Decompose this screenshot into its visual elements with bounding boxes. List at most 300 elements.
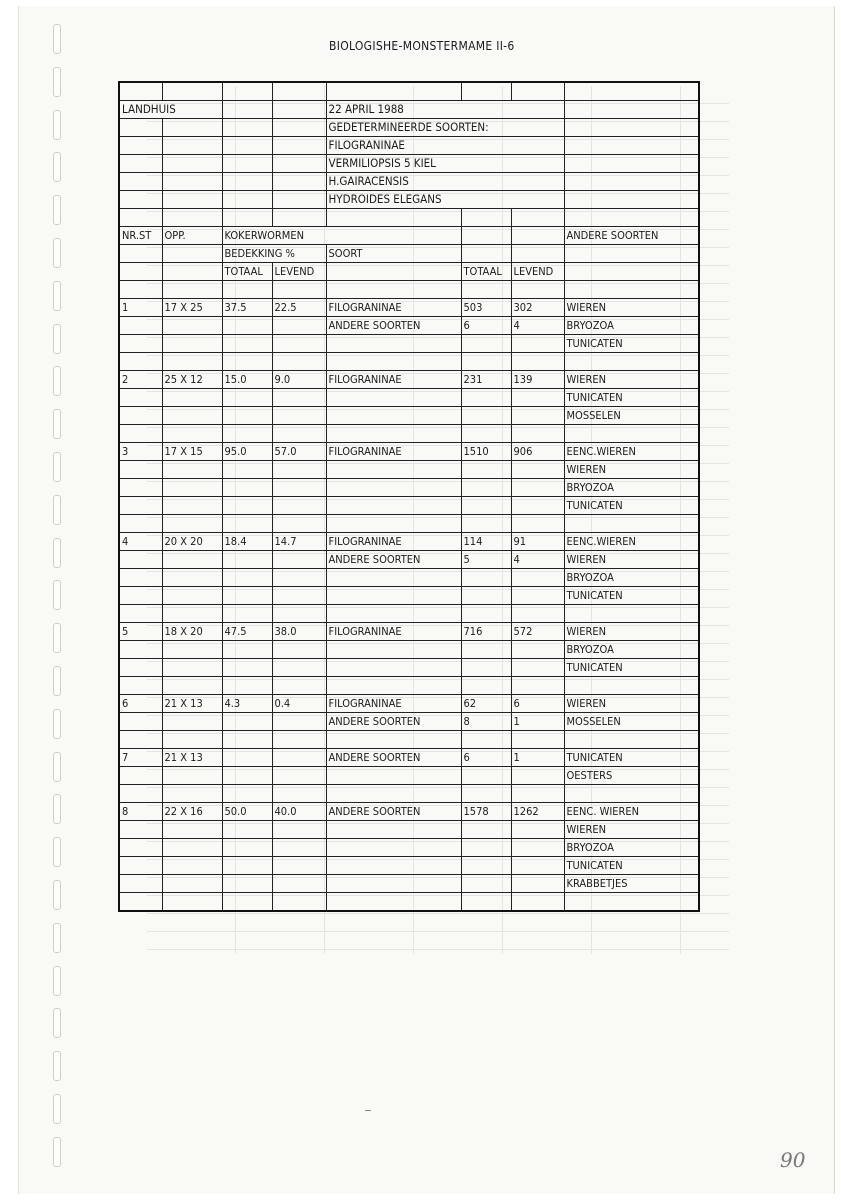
- binding-holes: [33, 24, 63, 1184]
- empty-cell: [564, 425, 699, 443]
- empty-cell: [272, 551, 326, 569]
- empty-cell: [162, 425, 222, 443]
- coverage-total: 15.0: [222, 371, 272, 389]
- binding-hole: [53, 24, 61, 54]
- empty-cell: [511, 659, 564, 677]
- binding-hole: [53, 238, 61, 268]
- empty-cell: [272, 785, 326, 803]
- other-species: BRYOZOA: [564, 569, 699, 587]
- empty-cell: [162, 191, 222, 209]
- empty-cell: [511, 407, 564, 425]
- species-name: ANDERE SOORTEN: [326, 803, 461, 821]
- coverage-total: 47.5: [222, 623, 272, 641]
- binding-hole: [53, 495, 61, 525]
- empty-cell: [511, 389, 564, 407]
- species-name: ANDERE SOORTEN: [326, 749, 461, 767]
- other-species: WIEREN: [564, 299, 699, 317]
- empty-cell: [162, 893, 222, 912]
- species-alive: 572: [511, 623, 564, 641]
- station-area: 17 X 15: [162, 443, 222, 461]
- coverage-total: 37.5: [222, 299, 272, 317]
- empty-cell: [222, 731, 272, 749]
- binding-hole: [53, 366, 61, 396]
- empty-cell: [272, 839, 326, 857]
- station-area: 17 X 25: [162, 299, 222, 317]
- empty-cell: [162, 497, 222, 515]
- empty-cell: [326, 605, 461, 623]
- empty-cell: [162, 407, 222, 425]
- empty-cell: [119, 191, 162, 209]
- empty-row: [119, 677, 699, 695]
- empty-cell: [564, 191, 699, 209]
- empty-cell: [461, 389, 511, 407]
- empty-cell: [461, 335, 511, 353]
- empty-cell: [119, 353, 162, 371]
- header-other-species: ANDERE SOORTEN: [564, 227, 699, 245]
- empty-cell: [272, 713, 326, 731]
- empty-cell: [272, 155, 326, 173]
- station-row: [119, 749, 699, 767]
- empty-cell: [511, 227, 564, 245]
- binding-hole: [53, 538, 61, 568]
- binding-hole: [53, 281, 61, 311]
- binding-hole: [53, 324, 61, 354]
- empty-cell: [162, 839, 222, 857]
- empty-cell: [119, 335, 162, 353]
- empty-cell: [326, 479, 461, 497]
- station-row: [119, 461, 699, 479]
- empty-cell: [162, 335, 222, 353]
- binding-hole: [53, 1094, 61, 1124]
- empty-cell: [461, 785, 511, 803]
- empty-cell: [162, 82, 222, 101]
- empty-cell: [119, 893, 162, 912]
- empty-cell: [222, 569, 272, 587]
- empty-cell: [511, 857, 564, 875]
- empty-cell: [162, 479, 222, 497]
- empty-cell: [461, 893, 511, 912]
- empty-cell: [272, 119, 326, 137]
- binding-hole: [53, 580, 61, 610]
- empty-cell: [461, 659, 511, 677]
- binding-hole: [53, 923, 61, 953]
- page-number: 90: [780, 1148, 806, 1172]
- empty-cell: [326, 407, 461, 425]
- binding-hole: [53, 1137, 61, 1167]
- empty-cell: [461, 821, 511, 839]
- other-species: TUNICATEN: [564, 857, 699, 875]
- empty-cell: [461, 281, 511, 299]
- empty-cell: [119, 677, 162, 695]
- empty-cell: [119, 515, 162, 533]
- empty-cell: [461, 82, 511, 101]
- species-alive: 1262: [511, 803, 564, 821]
- empty-row: [119, 209, 699, 227]
- empty-cell: [119, 659, 162, 677]
- empty-cell: [222, 425, 272, 443]
- empty-cell: [119, 785, 162, 803]
- empty-cell: [272, 281, 326, 299]
- binding-hole: [53, 195, 61, 225]
- empty-cell: [461, 353, 511, 371]
- empty-cell: [272, 425, 326, 443]
- station-area: 21 X 13: [162, 695, 222, 713]
- empty-cell: [272, 461, 326, 479]
- species-total: 62: [461, 695, 511, 713]
- empty-cell: [162, 659, 222, 677]
- empty-row: [119, 731, 699, 749]
- empty-cell: [511, 209, 564, 227]
- header-tubeworms: KOKERWORMEN: [222, 227, 461, 245]
- empty-cell: [119, 569, 162, 587]
- station-row: [119, 443, 699, 461]
- coverage-alive: 22.5: [272, 299, 326, 317]
- other-species: TUNICATEN: [564, 389, 699, 407]
- empty-cell: [119, 461, 162, 479]
- empty-cell: [119, 605, 162, 623]
- coverage-alive: 57.0: [272, 443, 326, 461]
- empty-cell: [326, 641, 461, 659]
- empty-cell: [162, 587, 222, 605]
- other-species: WIEREN: [564, 821, 699, 839]
- empty-cell: [272, 605, 326, 623]
- empty-cell: [162, 263, 222, 281]
- empty-cell: [326, 569, 461, 587]
- binding-hole: [53, 880, 61, 910]
- station-row: [119, 497, 699, 515]
- other-species: TUNICATEN: [564, 335, 699, 353]
- header-cov-alive: LEVEND: [272, 263, 326, 281]
- species-alive: 139: [511, 371, 564, 389]
- empty-cell: [511, 335, 564, 353]
- empty-cell: [564, 209, 699, 227]
- empty-cell: [222, 389, 272, 407]
- empty-cell: [511, 677, 564, 695]
- empty-cell: [162, 119, 222, 137]
- empty-cell: [119, 173, 162, 191]
- site-info-row: [119, 191, 699, 209]
- binding-hole: [53, 666, 61, 696]
- header-species: SOORT: [326, 245, 461, 263]
- station-row: [119, 839, 699, 857]
- document-title: BIOLOGISHE-MONSTERMAME II-6: [329, 39, 515, 53]
- coverage-total: [222, 749, 272, 767]
- empty-cell: [119, 821, 162, 839]
- empty-cell: [511, 515, 564, 533]
- species-alive: 1: [511, 713, 564, 731]
- station-number: 6: [119, 695, 162, 713]
- empty-cell: [326, 497, 461, 515]
- other-species: EENC.WIEREN: [564, 533, 699, 551]
- empty-cell: [511, 587, 564, 605]
- station-number: 8: [119, 803, 162, 821]
- empty-cell: [222, 317, 272, 335]
- empty-cell: [272, 569, 326, 587]
- other-species: BRYOZOA: [564, 317, 699, 335]
- empty-cell: [119, 497, 162, 515]
- empty-cell: [461, 875, 511, 893]
- empty-cell: [119, 245, 162, 263]
- empty-cell: [511, 731, 564, 749]
- station-row: [119, 317, 699, 335]
- empty-cell: [326, 425, 461, 443]
- empty-cell: [326, 281, 461, 299]
- empty-row: [119, 353, 699, 371]
- empty-cell: [272, 335, 326, 353]
- empty-cell: [511, 353, 564, 371]
- species-total: 1510: [461, 443, 511, 461]
- species-alive: 4: [511, 551, 564, 569]
- table-body: [119, 82, 699, 911]
- binding-hole: [53, 67, 61, 97]
- empty-cell: [326, 263, 461, 281]
- empty-cell: [461, 587, 511, 605]
- empty-cell: [222, 497, 272, 515]
- empty-cell: [162, 281, 222, 299]
- empty-cell: [326, 785, 461, 803]
- station-row: [119, 335, 699, 353]
- empty-cell: [272, 659, 326, 677]
- empty-cell: [272, 767, 326, 785]
- other-species: BRYOZOA: [564, 641, 699, 659]
- empty-cell: [222, 515, 272, 533]
- empty-cell: [461, 407, 511, 425]
- empty-cell: [222, 893, 272, 912]
- empty-cell: [162, 857, 222, 875]
- coverage-alive: 0.4: [272, 695, 326, 713]
- empty-cell: [222, 713, 272, 731]
- empty-cell: [511, 839, 564, 857]
- species-alive: 302: [511, 299, 564, 317]
- site-info-row: [119, 173, 699, 191]
- empty-cell: [222, 281, 272, 299]
- binding-hole: [53, 110, 61, 140]
- empty-cell: [272, 407, 326, 425]
- site-info-row: [119, 137, 699, 155]
- empty-cell: [119, 82, 162, 101]
- empty-cell: [511, 767, 564, 785]
- station-row: [119, 713, 699, 731]
- empty-cell: [119, 137, 162, 155]
- empty-cell: [564, 245, 699, 263]
- empty-cell: [511, 569, 564, 587]
- empty-cell: [564, 515, 699, 533]
- empty-cell: [222, 191, 272, 209]
- species-alive: 1: [511, 749, 564, 767]
- binding-hole: [53, 837, 61, 867]
- station-row: [119, 623, 699, 641]
- station-row: [119, 389, 699, 407]
- station-row: [119, 767, 699, 785]
- station-row: [119, 659, 699, 677]
- empty-cell: [564, 173, 699, 191]
- determined-species: FILOGRANINAE: [326, 137, 564, 155]
- empty-cell: [461, 209, 511, 227]
- species-name: FILOGRANINAE: [326, 371, 461, 389]
- site-name: LANDHUIS: [119, 101, 222, 119]
- empty-cell: [119, 713, 162, 731]
- binding-hole: [53, 752, 61, 782]
- empty-row: [119, 605, 699, 623]
- empty-cell: [511, 461, 564, 479]
- empty-cell: [222, 209, 272, 227]
- site-info-row: [119, 119, 699, 137]
- binding-hole: [53, 623, 61, 653]
- empty-cell: [461, 641, 511, 659]
- empty-cell: [511, 479, 564, 497]
- empty-cell: [564, 677, 699, 695]
- header-cov-total: TOTAAL: [222, 263, 272, 281]
- empty-cell: [461, 857, 511, 875]
- empty-cell: [119, 551, 162, 569]
- empty-cell: [326, 731, 461, 749]
- empty-cell: [511, 605, 564, 623]
- empty-cell: [326, 893, 461, 912]
- empty-cell: [119, 209, 162, 227]
- species-total: 1578: [461, 803, 511, 821]
- coverage-alive: 9.0: [272, 371, 326, 389]
- empty-cell: [162, 677, 222, 695]
- header-area: OPP.: [162, 227, 222, 245]
- empty-cell: [272, 173, 326, 191]
- other-species: WIEREN: [564, 551, 699, 569]
- empty-cell: [222, 641, 272, 659]
- empty-cell: [119, 767, 162, 785]
- empty-row: [119, 425, 699, 443]
- empty-cell: [119, 317, 162, 335]
- empty-cell: [461, 839, 511, 857]
- empty-cell: [119, 479, 162, 497]
- coverage-total: 18.4: [222, 533, 272, 551]
- page-mark: [365, 1110, 371, 1111]
- station-row: [119, 803, 699, 821]
- empty-cell: [222, 875, 272, 893]
- site-info-row: [119, 155, 699, 173]
- coverage-total: 50.0: [222, 803, 272, 821]
- empty-cell: [564, 82, 699, 101]
- empty-cell: [222, 587, 272, 605]
- empty-cell: [326, 335, 461, 353]
- empty-cell: [222, 767, 272, 785]
- header-row: [119, 245, 699, 263]
- species-alive: 6: [511, 695, 564, 713]
- station-number: 7: [119, 749, 162, 767]
- empty-cell: [326, 677, 461, 695]
- station-row: [119, 821, 699, 839]
- binding-hole: [53, 1008, 61, 1038]
- empty-cell: [162, 389, 222, 407]
- empty-row: [119, 785, 699, 803]
- determined-species: H.GAIRACENSIS: [326, 173, 564, 191]
- other-species: BRYOZOA: [564, 479, 699, 497]
- empty-cell: [222, 119, 272, 137]
- empty-cell: [564, 119, 699, 137]
- empty-cell: [162, 245, 222, 263]
- coverage-total: 95.0: [222, 443, 272, 461]
- empty-cell: [162, 173, 222, 191]
- empty-cell: [272, 731, 326, 749]
- empty-cell: [272, 875, 326, 893]
- empty-cell: [326, 461, 461, 479]
- empty-cell: [461, 515, 511, 533]
- empty-cell: [511, 245, 564, 263]
- station-row: [119, 857, 699, 875]
- empty-cell: [222, 479, 272, 497]
- empty-cell: [564, 731, 699, 749]
- empty-cell: [272, 191, 326, 209]
- empty-cell: [564, 353, 699, 371]
- other-species: WIEREN: [564, 461, 699, 479]
- empty-cell: [326, 875, 461, 893]
- other-species: TUNICATEN: [564, 497, 699, 515]
- empty-cell: [222, 857, 272, 875]
- station-row: [119, 569, 699, 587]
- empty-cell: [119, 407, 162, 425]
- station-row: [119, 551, 699, 569]
- empty-cell: [162, 461, 222, 479]
- empty-cell: [511, 82, 564, 101]
- header-coverage: BEDEKKING %: [222, 245, 326, 263]
- binding-hole: [53, 1051, 61, 1081]
- species-total: 6: [461, 749, 511, 767]
- empty-cell: [564, 605, 699, 623]
- binding-hole: [53, 409, 61, 439]
- station-row: [119, 299, 699, 317]
- empty-cell: [222, 821, 272, 839]
- other-species: MOSSELEN: [564, 407, 699, 425]
- empty-cell: [461, 731, 511, 749]
- sample-date: 22 APRIL 1988: [326, 101, 564, 119]
- species-name: ANDERE SOORTEN: [326, 317, 461, 335]
- binding-hole: [53, 152, 61, 182]
- empty-cell: [326, 857, 461, 875]
- empty-cell: [461, 227, 511, 245]
- empty-cell: [326, 515, 461, 533]
- empty-cell: [222, 353, 272, 371]
- empty-cell: [119, 119, 162, 137]
- empty-cell: [162, 767, 222, 785]
- other-species: EENC. WIEREN: [564, 803, 699, 821]
- empty-cell: [272, 137, 326, 155]
- binding-hole: [53, 966, 61, 996]
- empty-cell: [162, 209, 222, 227]
- station-number: 3: [119, 443, 162, 461]
- species-total: 231: [461, 371, 511, 389]
- coverage-alive: 38.0: [272, 623, 326, 641]
- empty-cell: [119, 857, 162, 875]
- empty-cell: [272, 101, 326, 119]
- station-row: [119, 695, 699, 713]
- empty-cell: [272, 82, 326, 101]
- header-row: [119, 227, 699, 245]
- empty-cell: [564, 101, 699, 119]
- species-total: 716: [461, 623, 511, 641]
- station-number: 2: [119, 371, 162, 389]
- coverage-alive: [272, 749, 326, 767]
- other-species: KRABBETJES: [564, 875, 699, 893]
- other-species: EENC.WIEREN: [564, 443, 699, 461]
- empty-cell: [272, 857, 326, 875]
- empty-cell: [222, 659, 272, 677]
- empty-cell: [162, 551, 222, 569]
- header-count-alive: LEVEND: [511, 263, 564, 281]
- empty-cell: [272, 389, 326, 407]
- empty-cell: [461, 569, 511, 587]
- empty-cell: [272, 641, 326, 659]
- station-number: 5: [119, 623, 162, 641]
- empty-cell: [326, 821, 461, 839]
- empty-cell: [461, 677, 511, 695]
